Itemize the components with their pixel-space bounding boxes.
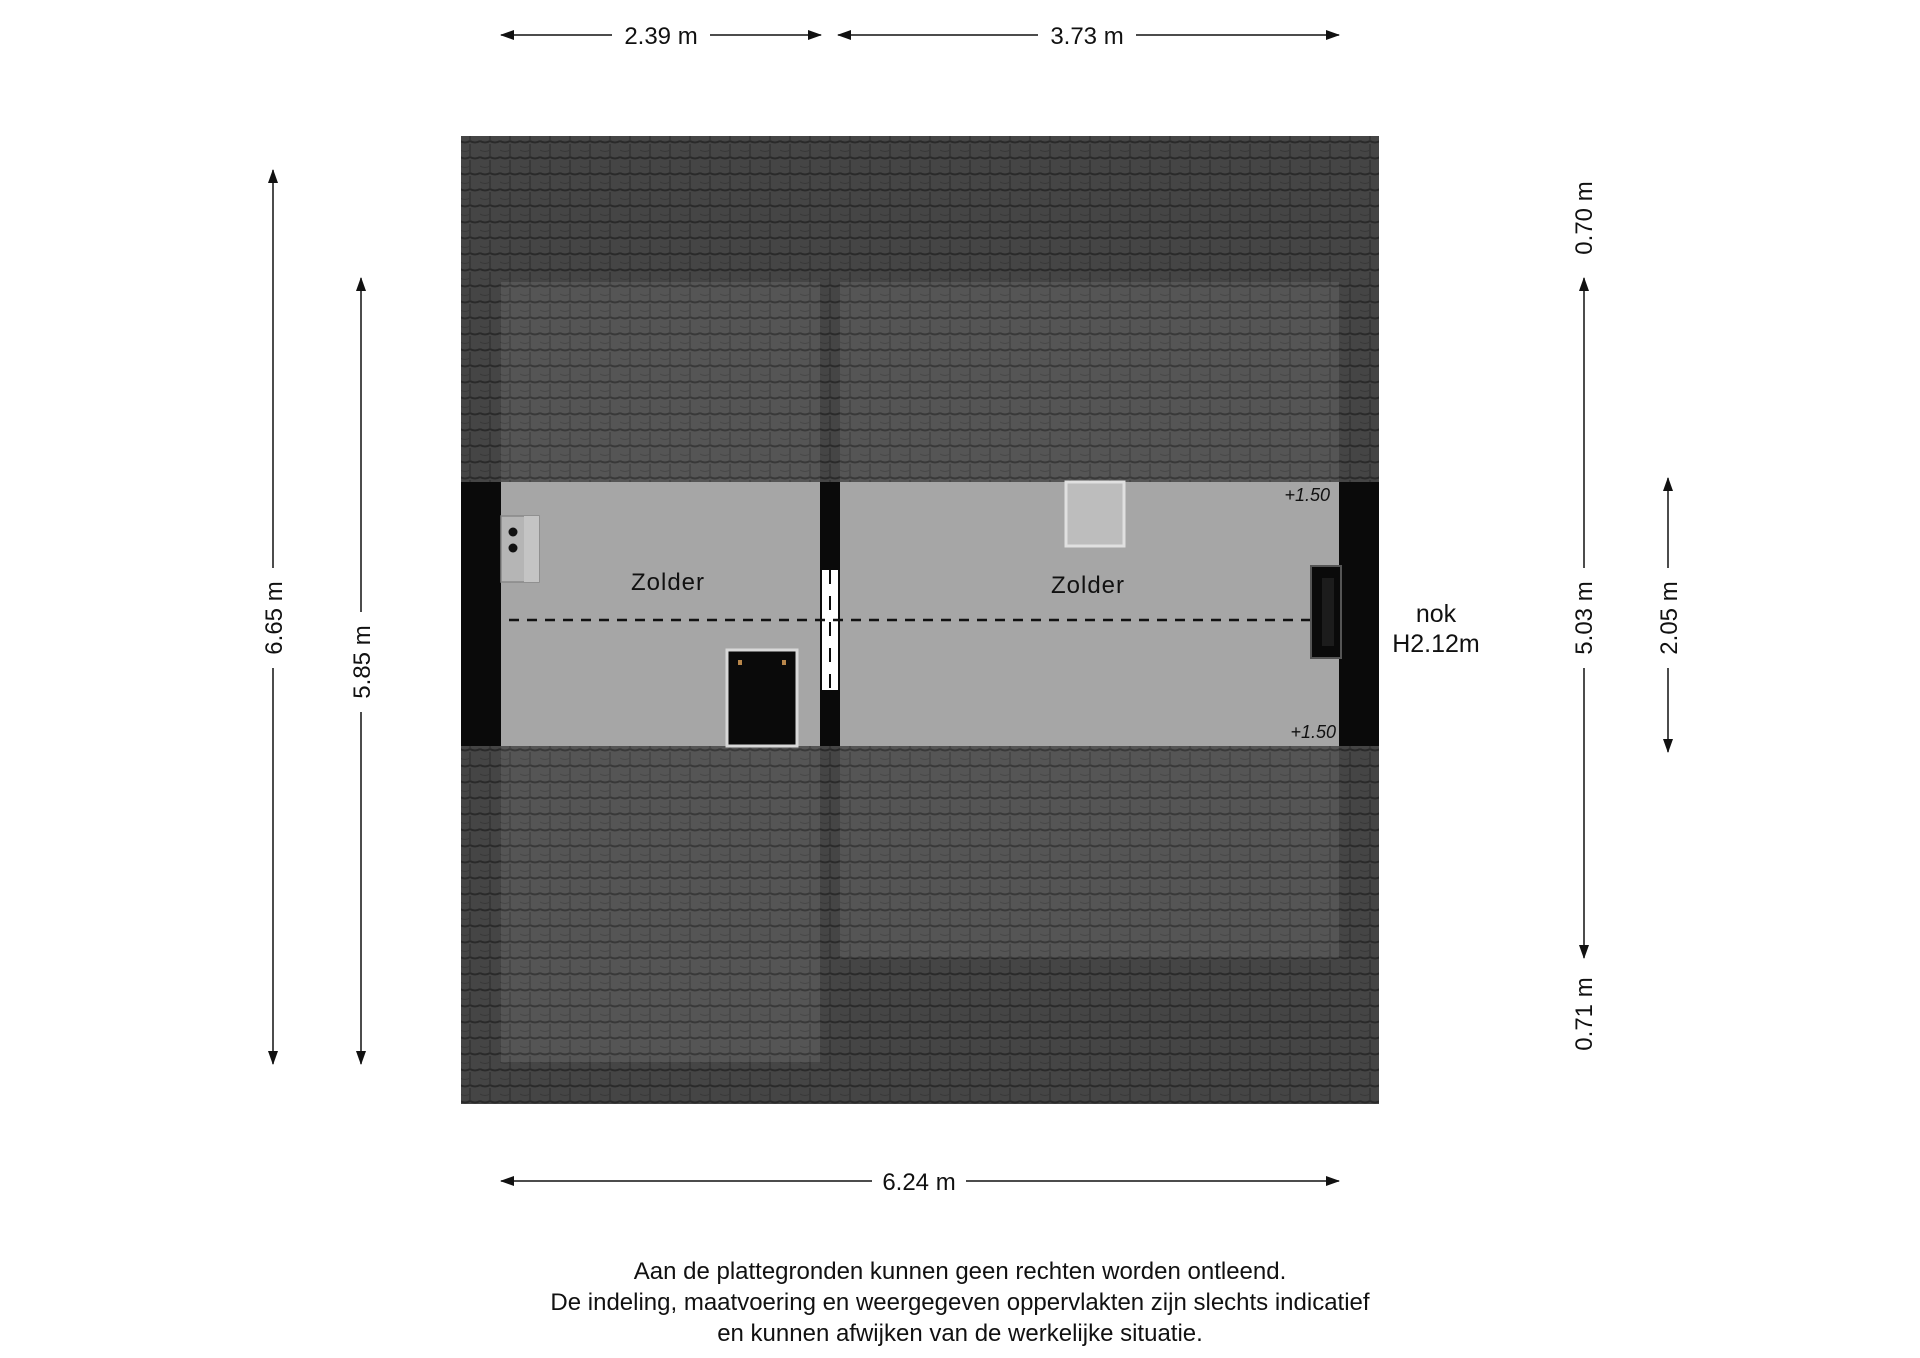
skylight xyxy=(1066,482,1124,546)
level-top-right: +1.50 xyxy=(1284,485,1330,505)
attic-floor xyxy=(461,482,1379,746)
dim-top-right-label: 3.73 m xyxy=(1050,23,1124,50)
dim-right-outer xyxy=(1571,181,1598,1050)
ridge-block xyxy=(1311,566,1341,658)
dim-right-bottom-label: 0.71 m xyxy=(1571,977,1598,1051)
dim-bottom-label: 6.24 m xyxy=(882,1169,956,1196)
dim-bottom xyxy=(501,1169,1339,1196)
dim-left-inner xyxy=(349,278,376,1064)
ridge-label-line2: H2.12m xyxy=(1392,630,1480,658)
dim-left-outer xyxy=(261,170,288,1064)
dim-right-inner-label: 2.05 m xyxy=(1656,581,1683,655)
level-bottom-right: +1.50 xyxy=(1290,722,1336,742)
ridge-label-line1: nok xyxy=(1415,600,1457,628)
dim-top-left xyxy=(501,23,821,50)
disclaimer-line-3: en kunnen afwijken van de werkelijke situatie. xyxy=(717,1320,1203,1347)
attic-hatch xyxy=(727,650,797,746)
dim-top-right xyxy=(838,23,1339,50)
room-right-label: Zolder xyxy=(1050,572,1126,599)
roof-panel-bottom-right xyxy=(840,746,1339,958)
dim-right-top-label: 0.70 m xyxy=(1571,181,1598,255)
roof-panel-top-right xyxy=(840,282,1339,482)
roof-panel-bottom-left xyxy=(501,746,820,1062)
boiler-unit xyxy=(501,516,539,582)
dim-left-inner-label: 5.85 m xyxy=(349,625,376,699)
disclaimer-line-1: Aan de plattegronden kunnen geen rechten worden ontleend. xyxy=(633,1258,1287,1285)
dim-right-inner xyxy=(1656,478,1683,752)
dim-top-left-label: 2.39 m xyxy=(624,23,698,50)
disclaimer xyxy=(0,1256,1920,1349)
dim-left-outer-label: 6.65 m xyxy=(261,581,288,655)
roof-panel-top-left xyxy=(501,282,820,482)
dim-right-middle-label: 5.03 m xyxy=(1571,581,1598,655)
disclaimer-line-2: De indeling, maatvoering en weergegeven oppervlakten zijn slechts indicatief xyxy=(550,1289,1370,1316)
room-left-label: Zolder xyxy=(630,569,706,596)
